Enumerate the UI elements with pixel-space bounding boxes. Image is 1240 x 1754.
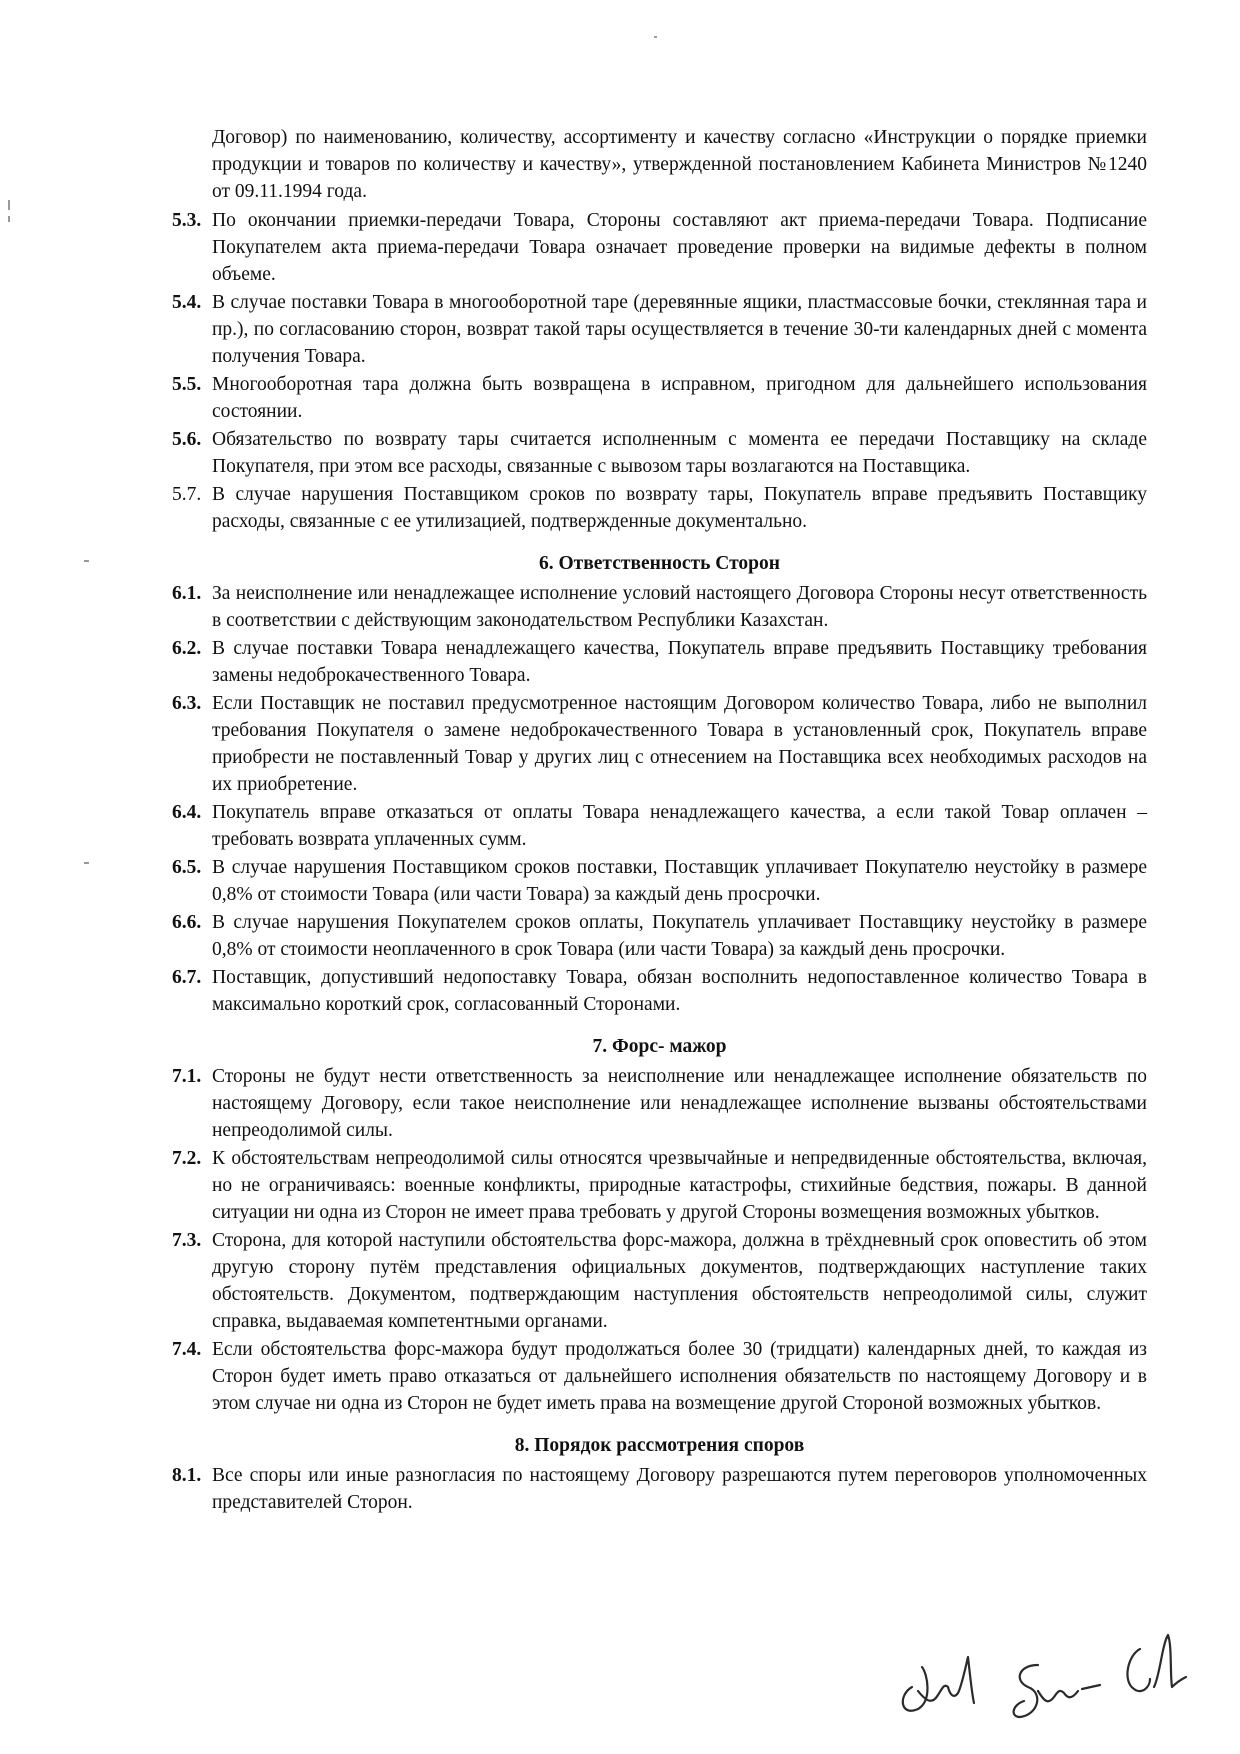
clause-number: 5.5. <box>172 374 202 395</box>
clause-number: 5.4. <box>172 292 202 313</box>
clause-5-6 <box>172 426 1147 480</box>
clause-6-2 <box>172 635 1147 689</box>
clause-number: 6.5. <box>172 857 202 878</box>
handwritten-signatures <box>888 1605 1188 1725</box>
clause-8-1 <box>172 1462 1147 1516</box>
clause-text: В случае нарушения Поставщиком сроков по возврату тары, Покупатель вправе предъявить Поставщику расходы, связанные с ее утилизацией, подтвержденные документально. <box>212 484 1147 532</box>
scan-artifact <box>8 200 10 210</box>
clause-7-4 <box>172 1336 1147 1417</box>
clause-5-7 <box>172 481 1147 535</box>
clause-6-6 <box>172 909 1147 963</box>
clause-text: В случае нарушения Поставщиком сроков поставки, Поставщик уплачивает Покупателю неустойку в размере 0,8% от стоимости Товара (или части Товара) за каждый день просрочки. <box>212 857 1147 905</box>
clause-number: 6.3. <box>172 693 202 714</box>
clause-6-3 <box>172 690 1147 798</box>
clause-number: 6.6. <box>172 912 202 933</box>
section-8-heading: 8. Порядок рассмотрения споров <box>514 1435 805 1456</box>
clause-5-5 <box>172 371 1147 425</box>
clause-text: В случае поставки Товара в многооборотной таре (деревянные ящики, пластмассовые бочки, стеклянная тара и пр.), по согласованию сторон, возврат такой тары осуществляется в течение 30-ти календарных дней с момента получения Товара. <box>212 292 1147 367</box>
clause-text: Поставщик, допустивший недопоставку Товара, обязан восполнить недопоставленное количество Товара в максимально короткий срок, согласованный Сторонами. <box>212 967 1147 1015</box>
clause-text: Если обстоятельства форс-мажора будут продолжаться более 30 (тридцати) календарных дней, то каждая из Сторон будет иметь право отказаться от дальнейшего исполнения обязательств по настоящему Договору и в этом случае ни одна из Сторон не будет иметь права на возмещение другой Стороной возможных убытков. <box>212 1339 1147 1414</box>
clause-6-7 <box>172 964 1147 1018</box>
continued-paragraph: Договор) по наименованию, количеству, ассортименту и качеству согласно «Инструкции о порядке приемки продукции и товаров по количеству и качеству», утвержденной постановлением Кабинета Министров №1240 от 09.11.1994 года. <box>212 127 1147 202</box>
clause-text: За неисполнение или ненадлежащее исполнение условий настоящего Договора Стороны несут ответственность в соответствии с действующим законодательством Республики Казахстан. <box>212 583 1147 631</box>
clause-number: 5.6. <box>172 429 202 450</box>
scan-artifact <box>8 216 10 222</box>
clause-text: Сторона, для которой наступили обстоятельства форс-мажора, должна в трёхдневный срок оповестить об этом другую сторону путём представления официальных документов, подтверждающих наступление таких обстоятельств. Документом, подтверждающим наступления обстоятельств непреодолимой силы, служит справка, выдаваемая компетентными органами. <box>212 1230 1147 1332</box>
clause-number: 5.3. <box>172 210 202 231</box>
clause-number: 5.7. <box>172 484 202 505</box>
clause-7-1 <box>172 1063 1147 1144</box>
clause-number: 7.4. <box>172 1339 202 1360</box>
clause-text: В случае нарушения Покупателем сроков оплаты, Покупатель уплачивает Поставщику неустойку в размере 0,8% от стоимости неоплаченного в срок Товара (или части Товара) за каждый день просрочки. <box>212 912 1147 960</box>
clause-text: Стороны не будут нести ответственность за неисполнение или ненадлежащее исполнение обязательств по настоящему Договору, если такое неисполнение или ненадлежащее исполнение вызваны обстоятельствами непреодолимой силы. <box>212 1066 1147 1141</box>
scan-artifact <box>84 560 89 562</box>
clause-number: 7.3. <box>172 1230 202 1251</box>
section-6-heading: 6. Ответственность Сторон <box>538 553 781 574</box>
clause-text: Если Поставщик не поставил предусмотренное настоящим Договором количество Товара, либо не выполнил требования Покупателя о замене недоброкачественного Товара в установленный срок, Покупатель вправе приобрести не поставленный Товар у других лиц с отнесением на Поставщика всех необходимых расходов на их приобретение. <box>212 693 1147 795</box>
clause-6-5 <box>172 854 1147 908</box>
clause-number: 7.1. <box>172 1066 202 1087</box>
clause-5-3 <box>172 207 1147 288</box>
clause-number: 6.7. <box>172 967 202 988</box>
clause-5-4 <box>172 289 1147 370</box>
clause-number: 8.1. <box>172 1465 202 1486</box>
clause-number: 6.4. <box>172 802 202 823</box>
clause-text: По окончании приемки-передачи Товара, Стороны составляют акт приема-передачи Товара. Подписание Покупателем акта приема-передачи Товара означает проведение проверки на видимые дефекты в полном объеме. <box>212 210 1147 285</box>
clause-text: Многооборотная тара должна быть возвращена в исправном, пригодном для дальнейшего использования состоянии. <box>212 374 1147 422</box>
section-7-heading: 7. Форс- мажор <box>592 1036 727 1057</box>
scan-artifact <box>84 862 89 864</box>
clause-6-4 <box>172 799 1147 853</box>
clause-text: Покупатель вправе отказаться от оплаты Товара ненадлежащего качества, а если такой Товар оплачен – требовать возврата уплаченных сумм. <box>212 802 1147 850</box>
clause-7-2 <box>172 1145 1147 1226</box>
clause-number: 6.1. <box>172 583 202 604</box>
clause-text: Обязательство по возврату тары считается исполненным с момента ее передачи Поставщику на складе Покупателя, при этом все расходы, связанные с вывозом тары возлагаются на Поставщика. <box>212 429 1147 477</box>
clause-number: 6.2. <box>172 638 202 659</box>
scan-artifact <box>654 36 657 38</box>
clause-7-3 <box>172 1227 1147 1335</box>
clause-6-1 <box>172 580 1147 634</box>
clause-number: 7.2. <box>172 1148 202 1169</box>
clause-text: К обстоятельствам непреодолимой силы относятся чрезвычайные и непредвиденные обстоятельства, включая, но не ограничиваясь: военные конфликты, природные катастрофы, стихийные бедствия, пожары. В данной ситуации ни одна из Сторон не имеет права требовать у другой Стороны возмещения возможных убытков. <box>212 1148 1147 1223</box>
clause-text: Все споры или иные разногласия по настоящему Договору разрешаются путем переговоров уполномоченных представителей Сторон. <box>212 1465 1147 1513</box>
document-body <box>172 124 1147 1517</box>
clause-text: В случае поставки Товара ненадлежащего качества, Покупатель вправе предъявить Поставщику требования замены недоброкачественного Товара. <box>212 638 1147 686</box>
